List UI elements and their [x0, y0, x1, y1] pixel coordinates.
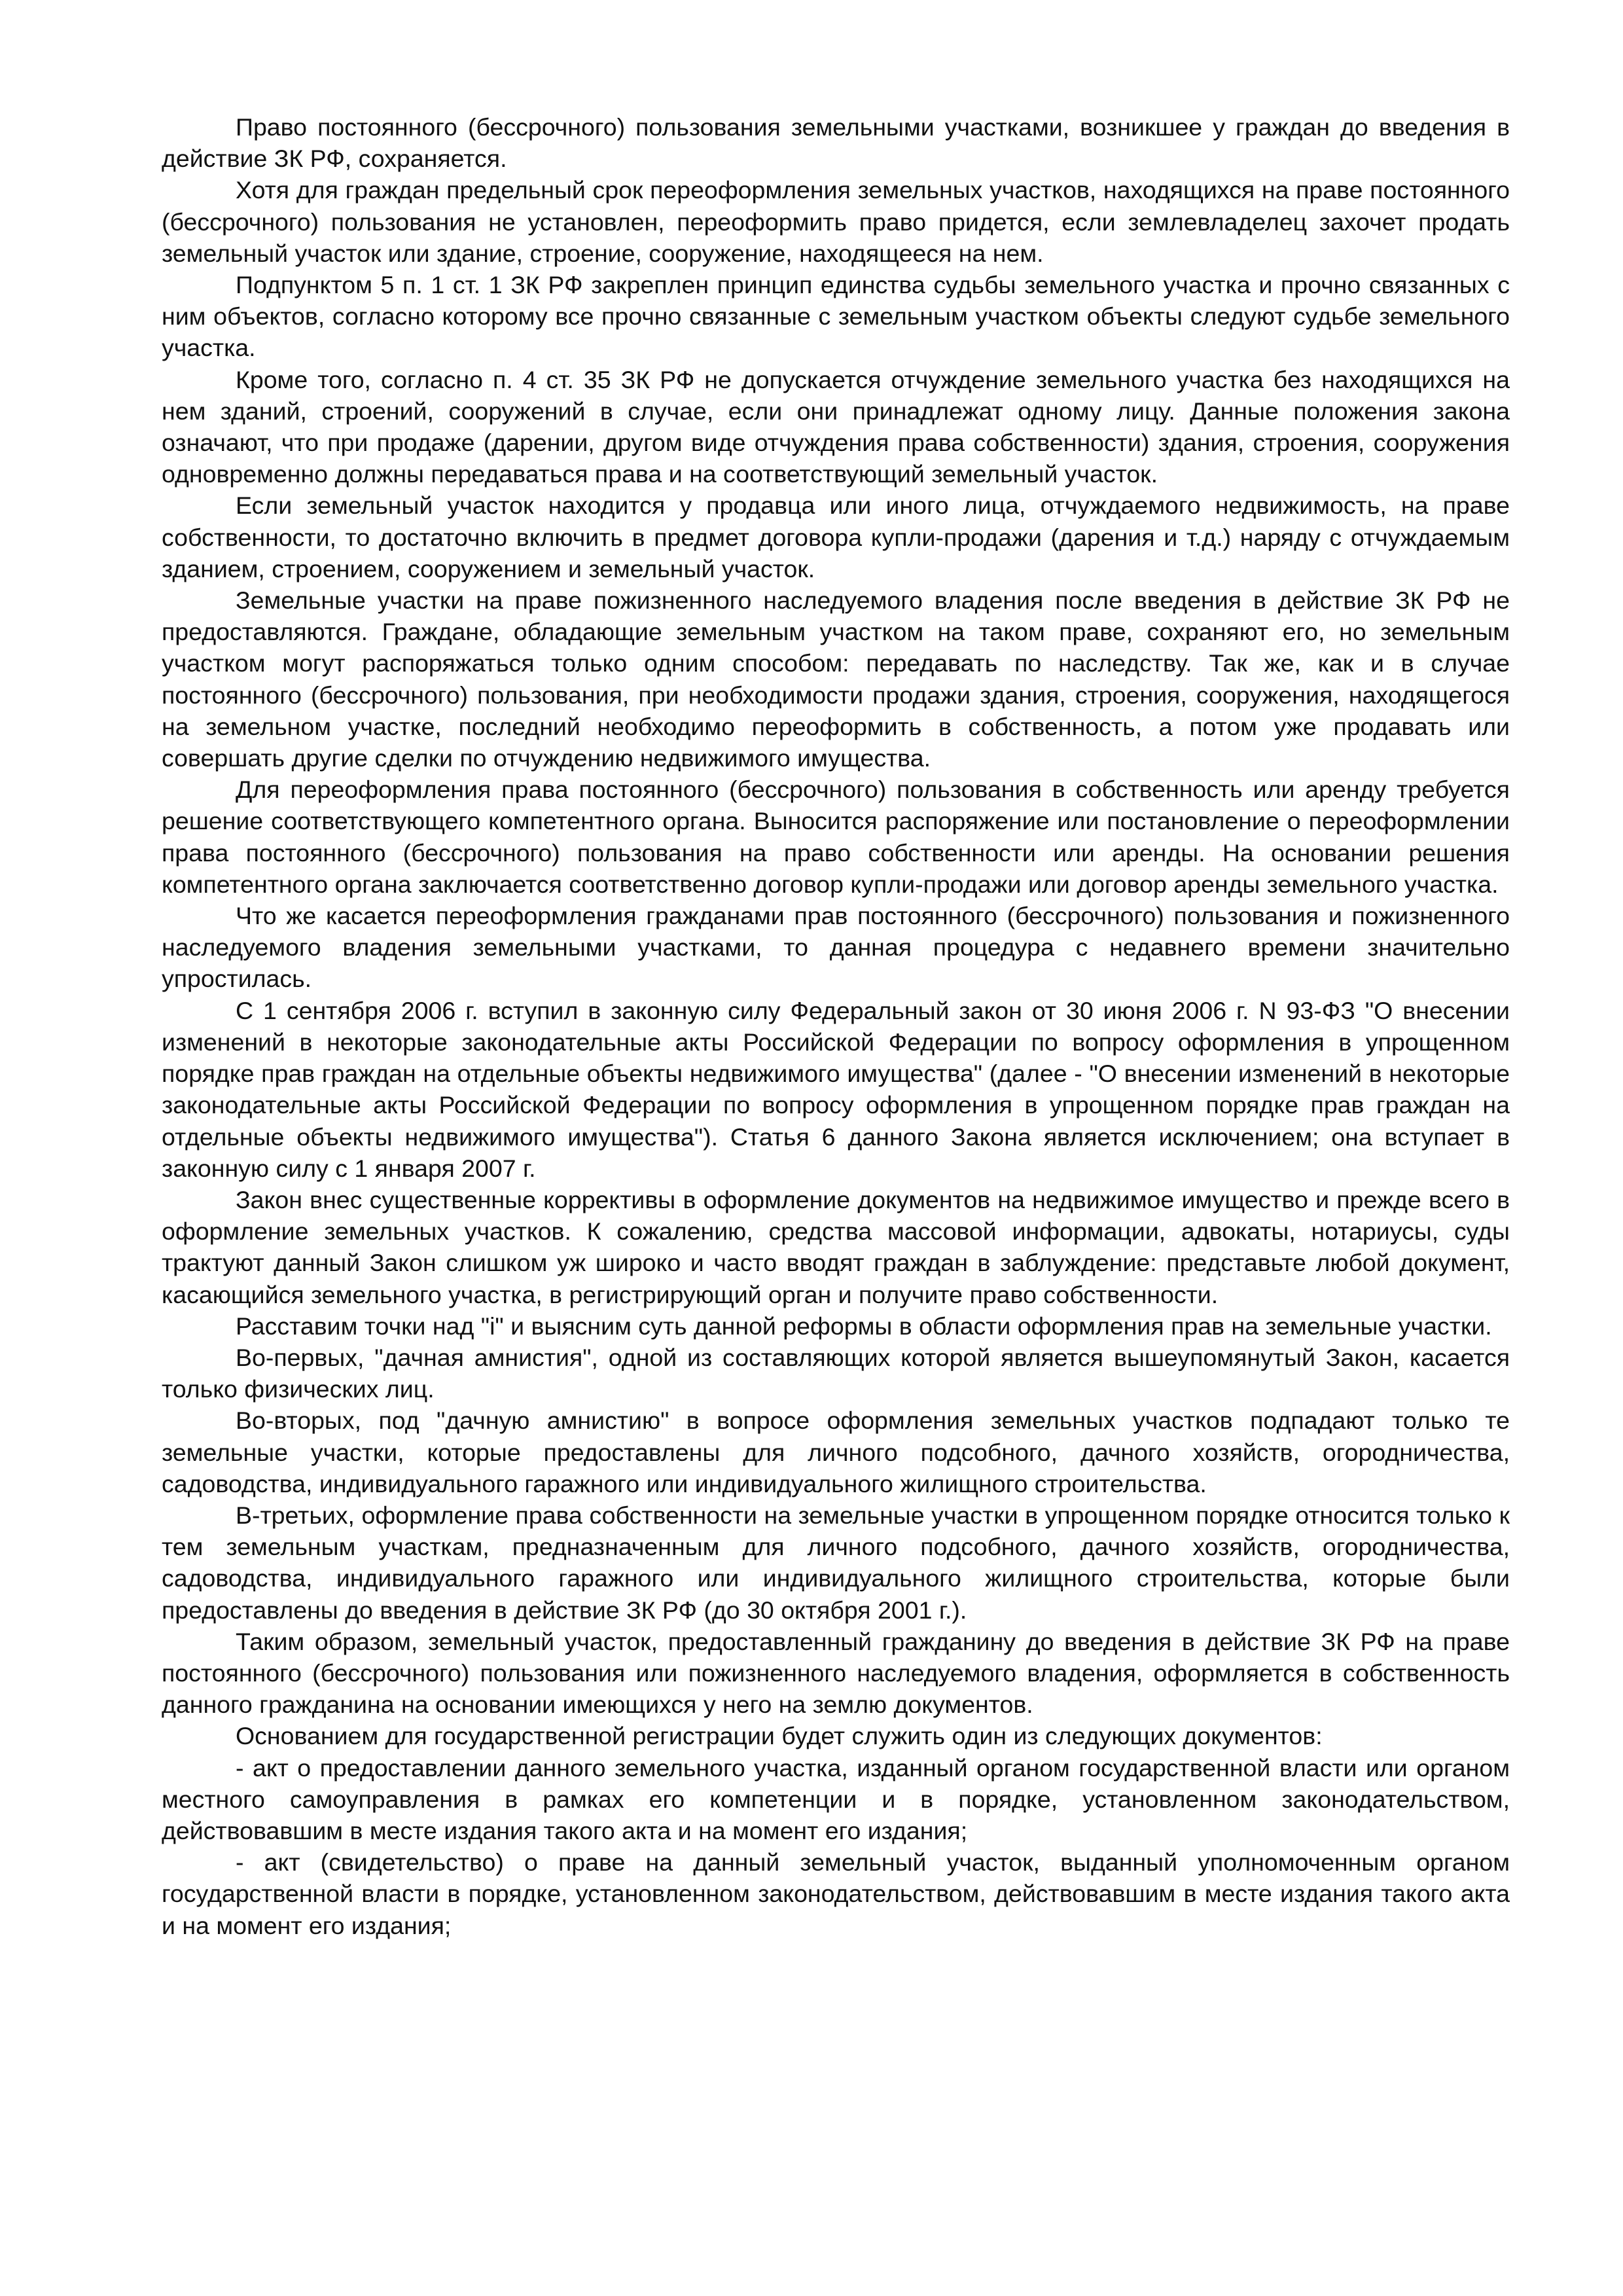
paragraph-14: В-третьих, оформление права собственности на земельные участки в упрощенном порядке относится только к тем земельным участкам, предназначенным для личного подсобного, дачного хозяйств, огородничества, садоводства, индивидуального гаражного или индивидуального жилищного строительства, которые были предоставлены до введения в действие ЗК РФ (до 30 октября 2001 г.). — [162, 1501, 1510, 1624]
paragraph-2: Хотя для граждан предельный срок переоформления земельных участков, находящихся на праве постоянного (бессрочного) пользования не установлен, переоформить право придется, если землевладелец захочет продать земельный участок или здание, строение, сооружение, находящееся на нем. — [162, 176, 1510, 267]
paragraph-9: С 1 сентября 2006 г. вступил в законную силу Федеральный закон от 30 июня 2006 г. N 93-ФЗ "О внесении изменений в некоторые законодательные акты Российской Федерации по вопросу оформления в упрощенном порядке прав граждан на отдельные объекты недвижимого имущества" (далее - "О внесении изменений в некоторые законодательные акты Российской Федерации по вопросу оформления в упрощенном порядке прав граждан на отдельные объекты недвижимого имущества"). Статья 6 данного Закона является исключением; она вступает в законную силу с 1 января 2007 г. — [162, 996, 1510, 1182]
paragraph-4: Кроме того, согласно п. 4 ст. 35 ЗК РФ не допускается отчуждение земельного участка без находящихся на нем зданий, строений, сооружений в случае, если они принадлежат одному лицу. Данные положения закона означают, что при продаже (дарении, другом виде отчуждения права собственности) здания, строения, сооружения одновременно должны передаваться права и на соответствующий земельный участок. — [162, 365, 1510, 488]
document-body — [162, 111, 1510, 1941]
paragraph-6: Земельные участки на праве пожизненного наследуемого владения после введения в действие ЗК РФ не предоставляются. Граждане, обладающие земельным участком на таком праве, сохраняют его, но земельным участком могут распоряжаться только одним способом: передавать по наследству. Так же, как и в случае постоянного (бессрочного) пользования, при необходимости продажи здания, строения, сооружения, находящегося на земельном участке, последний необходимо переоформить в собственность, а потом уже продавать или совершать другие сделки по отчуждению недвижимого имущества. — [162, 586, 1510, 772]
paragraph-16: Основанием для государственной регистрации будет служить один из следующих документов: — [236, 1722, 1323, 1750]
paragraph-5: Если земельный участок находится у продавца или иного лица, отчуждаемого недвижимость, на праве собственности, то достаточно включить в предмет договора купли-продажи (дарения и т.д.) наряду с отчуждаемым зданием, строением, сооружением и земельный участок. — [162, 492, 1510, 583]
paragraph-11: Расставим точки над "i" и выясним суть данной реформы в области оформления прав на земельные участки. — [236, 1312, 1492, 1340]
paragraph-3: Подпунктом 5 п. 1 ст. 1 ЗК РФ закреплен принцип единства судьбы земельного участка и прочно связанных с ним объектов, согласно которому все прочно связанные с земельным участком объекты следуют судьбе земельного участка. — [162, 271, 1510, 362]
paragraph-15: Таким образом, земельный участок, предоставленный гражданину до введения в действие ЗК РФ на праве постоянного (бессрочного) пользования или пожизненного наследуемого владения, оформляется в собственность данного гражданина на основании имеющихся у него на землю документов. — [162, 1627, 1510, 1719]
list-item-2: - акт (свидетельство) о праве на данный земельный участок, выданный уполномоченным органом государственной власти в порядке, установленном законодательством, действовавшим в месте издания такого акта и на момент его издания; — [162, 1848, 1510, 1939]
paragraph-12: Во-первых, "дачная амнистия", одной из составляющих которой является вышеупомянутый Закон, касается только физических лиц. — [162, 1343, 1510, 1403]
paragraph-7: Для переоформления права постоянного (бессрочного) пользования в собственность или аренду требуется решение соответствующего компетентного органа. Выносится распоряжение или постановление о переоформлении права постоянного (бессрочного) пользования на право собственности или аренды. На основании решения компетентного органа заключается соответственно договор купли-продажи или договор аренды земельного участка. — [162, 776, 1510, 898]
paragraph-10: Закон внес существенные коррективы в оформление документов на недвижимое имущество и прежде всего в оформление земельных участков. К сожалению, средства массовой информации, адвокаты, нотариусы, суды трактуют данный Закон слишком уж широко и часто вводят граждан в заблуждение: представьте любой документ, касающийся земельного участка, в регистрирующий орган и получите право собственности. — [162, 1185, 1510, 1308]
paragraph-13: Во-вторых, под "дачную амнистию" в вопросе оформления земельных участков подпадают только те земельные участки, которые предоставлены для личного подсобного, дачного хозяйств, огородничества, садоводства, индивидуального гаражного или индивидуального жилищного строительства. — [162, 1407, 1510, 1498]
paragraph-1: Право постоянного (бессрочного) пользования земельными участками, возникшее у граждан до введения в действие ЗК РФ, сохраняется. — [162, 113, 1510, 173]
paragraph-8: Что же касается переоформления гражданами прав постоянного (бессрочного) пользования и пожизненного наследуемого владения земельными участками, то данная процедура с недавнего времени значительно упростилась. — [162, 902, 1510, 993]
list-item-1: - акт о предоставлении данного земельного участка, изданный органом государственной власти или органом местного самоуправления в рамках его компетенции и в порядке, установленном законодательством, действовавшим в месте издания такого акта и на момент его издания; — [162, 1753, 1510, 1844]
